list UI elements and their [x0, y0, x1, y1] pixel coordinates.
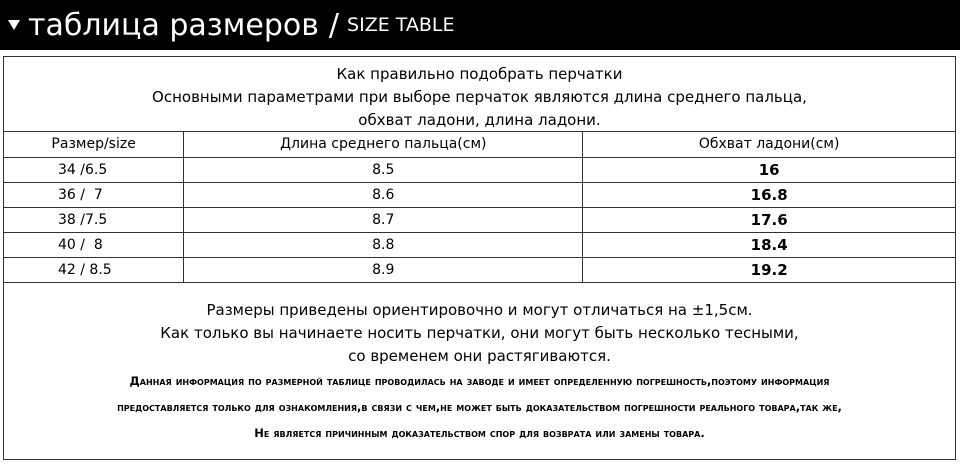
size-table-frame — [3, 56, 956, 460]
note-line: со временем они растягиваются. — [348, 347, 611, 365]
cell-palm-girth: 16 — [583, 157, 955, 182]
intro-line: Основными параметрами при выборе перчаток являются длина среднего пальца, — [152, 88, 807, 106]
disclaimer-line: предоставляется только для ознакомления,в связи с чем,не может быть доказательством погрешности реального товара,так же, — [117, 400, 842, 414]
table-row — [4, 232, 955, 257]
title-russian: таблица размеров — [28, 7, 319, 43]
cell-palm-girth: 19.2 — [583, 257, 955, 282]
cell-finger-length: 8.9 — [184, 257, 583, 282]
cell-palm-girth: 17.6 — [583, 207, 955, 232]
column-header-palm-girth: Обхват ладони(см) — [583, 132, 955, 157]
notes-section — [4, 293, 955, 446]
cell-size: 34 /6.5 — [4, 157, 184, 182]
column-header-finger-length: Длина среднего пальца(см) — [184, 132, 583, 157]
cell-finger-length: 8.5 — [184, 157, 583, 182]
table-row — [4, 257, 955, 282]
cell-size: 40 / 8 — [4, 232, 184, 257]
cell-size: 36 / 7 — [4, 182, 184, 207]
intro-section — [4, 57, 955, 132]
disclaimer-line: Данная информация по размерной таблице проводилась на заводе и имеет определенную погрешность,поэтому информация — [129, 374, 830, 388]
disclaimer-line: Не является причинным доказательством спор для возврата или замены товара. — [254, 426, 705, 440]
cell-palm-girth: 18.4 — [583, 232, 955, 257]
cell-finger-length: 8.8 — [184, 232, 583, 257]
title-english: SIZE TABLE — [347, 14, 455, 36]
intro-line: обхват ладони, длина ладони. — [358, 111, 601, 129]
cell-palm-girth: 16.8 — [583, 182, 955, 207]
title-separator: / — [328, 7, 340, 43]
cell-finger-length: 8.7 — [184, 207, 583, 232]
triangle-down-icon — [8, 20, 20, 30]
table-row — [4, 157, 955, 182]
header-bar — [0, 0, 960, 50]
table-header-row — [4, 132, 955, 157]
size-table — [4, 132, 955, 283]
cell-size: 42 / 8.5 — [4, 257, 184, 282]
cell-size: 38 /7.5 — [4, 207, 184, 232]
intro-line: Как правильно подобрать перчатки — [336, 65, 623, 83]
cell-finger-length: 8.6 — [184, 182, 583, 207]
table-row — [4, 182, 955, 207]
note-line: Размеры приведены ориентировочно и могут отличаться на ±1,5см. — [206, 301, 753, 319]
table-row — [4, 207, 955, 232]
column-header-size: Размер/size — [4, 132, 184, 157]
note-line: Как только вы начинаете носить перчатки, они могут быть несколько тесными, — [160, 324, 799, 342]
